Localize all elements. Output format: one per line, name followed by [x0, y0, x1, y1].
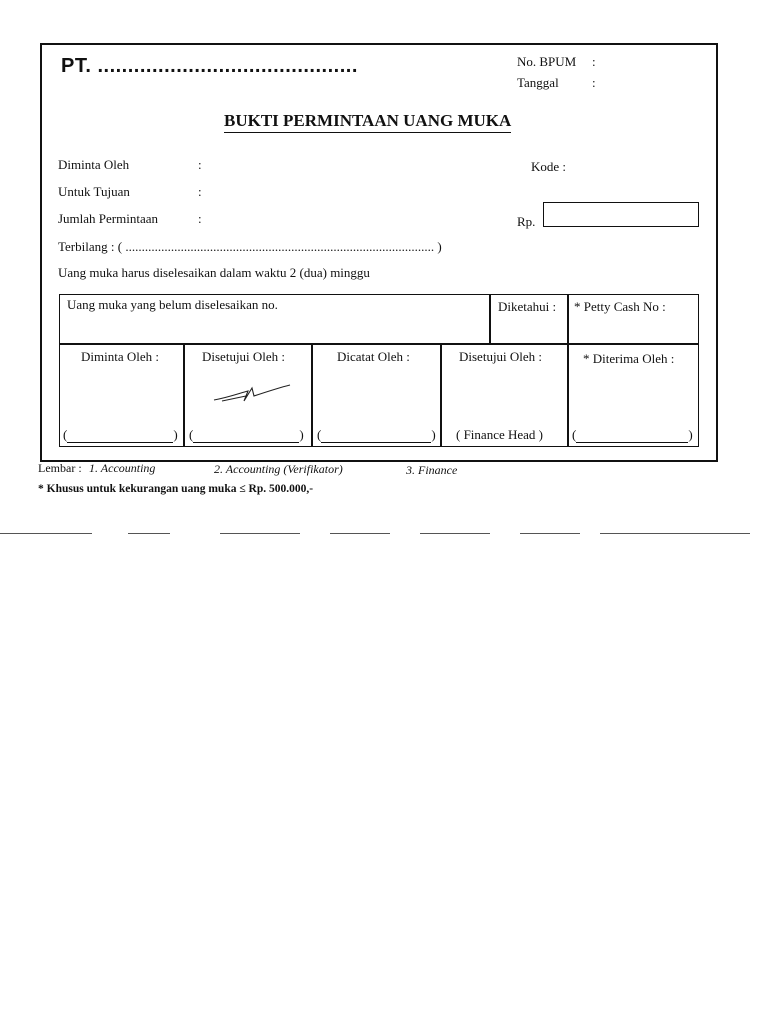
tanggal-colon: :: [592, 75, 596, 90]
scan-artifact-line: [128, 533, 170, 534]
diminta-oleh-label: Diminta Oleh: [58, 157, 130, 172]
row-divider: [60, 343, 698, 345]
finance-head-label: ( Finance Head ): [456, 427, 543, 442]
scan-artifact-line: [600, 533, 750, 534]
jumlah-permintaan-label: Jumlah Permintaan: [58, 211, 159, 226]
advance-request-form: [40, 43, 718, 462]
scan-artifact-line: [330, 533, 390, 534]
signature-line-dicatat: ( ): [317, 427, 436, 442]
col-divider: [567, 343, 569, 446]
terbilang-line: Terbilang : ( ............................................................................................... ): [58, 239, 442, 254]
untuk-tujuan-colon: :: [198, 184, 202, 199]
belum-diselesaikan-label: Uang muka yang belum diselesaikan no.: [67, 297, 278, 312]
scan-artifact-line: [0, 533, 92, 534]
scan-artifact-line: [520, 533, 580, 534]
kode-label: Kode :: [531, 159, 567, 174]
col-divider: [183, 343, 185, 446]
company-name: PT. ...........................................: [61, 55, 358, 77]
signature-line-disetujui: ( ): [189, 427, 304, 442]
col-divider: [489, 295, 491, 343]
col-dicatat-oleh: Dicatat Oleh :: [337, 349, 410, 364]
col-disetujui-oleh-2: Disetujui Oleh :: [459, 349, 543, 364]
no-bpum-label: No. BPUM: [517, 54, 577, 69]
signature-line-diterima: ( ): [572, 427, 693, 442]
col-disetujui-oleh-1: Disetujui Oleh :: [202, 349, 286, 364]
copy-accounting-verifikator: 2. Accounting (Verifikator): [214, 462, 343, 476]
col-diminta-oleh: Diminta Oleh :: [81, 349, 159, 364]
copy-accounting: 1. Accounting: [89, 461, 156, 475]
settlement-note: Uang muka harus diselesaikan dalam waktu 2 (dua) minggu: [58, 265, 370, 280]
signature-line-diminta: ( ): [63, 427, 178, 442]
col-divider: [440, 343, 442, 446]
no-bpum-colon: :: [592, 54, 596, 69]
form-title: BUKTI PERMINTAAN UANG MUKA: [224, 111, 511, 133]
tanggal-label: Tanggal: [517, 75, 559, 90]
petty-cash-label: * Petty Cash No :: [574, 299, 666, 314]
col-divider: [311, 343, 313, 446]
amount-box[interactable]: [543, 202, 699, 227]
jumlah-permintaan-colon: :: [198, 211, 202, 226]
col-divider: [567, 295, 569, 343]
rp-label: Rp.: [517, 214, 536, 229]
col-diterima-oleh: * Diterima Oleh :: [583, 351, 675, 366]
scan-artifact-line: [420, 533, 490, 534]
diketahui-label: Diketahui :: [498, 299, 557, 314]
diminta-oleh-colon: :: [198, 157, 202, 172]
scan-artifact-line: [220, 533, 300, 534]
lembar-label: Lembar :: [38, 461, 82, 475]
copy-finance: 3. Finance: [406, 463, 458, 477]
limit-note: * Khusus untuk kekurangan uang muka ≤ Rp. 500.000,-: [38, 483, 314, 495]
untuk-tujuan-label: Untuk Tujuan: [58, 184, 130, 199]
approval-table: [59, 294, 699, 447]
signature-image: [210, 381, 294, 407]
